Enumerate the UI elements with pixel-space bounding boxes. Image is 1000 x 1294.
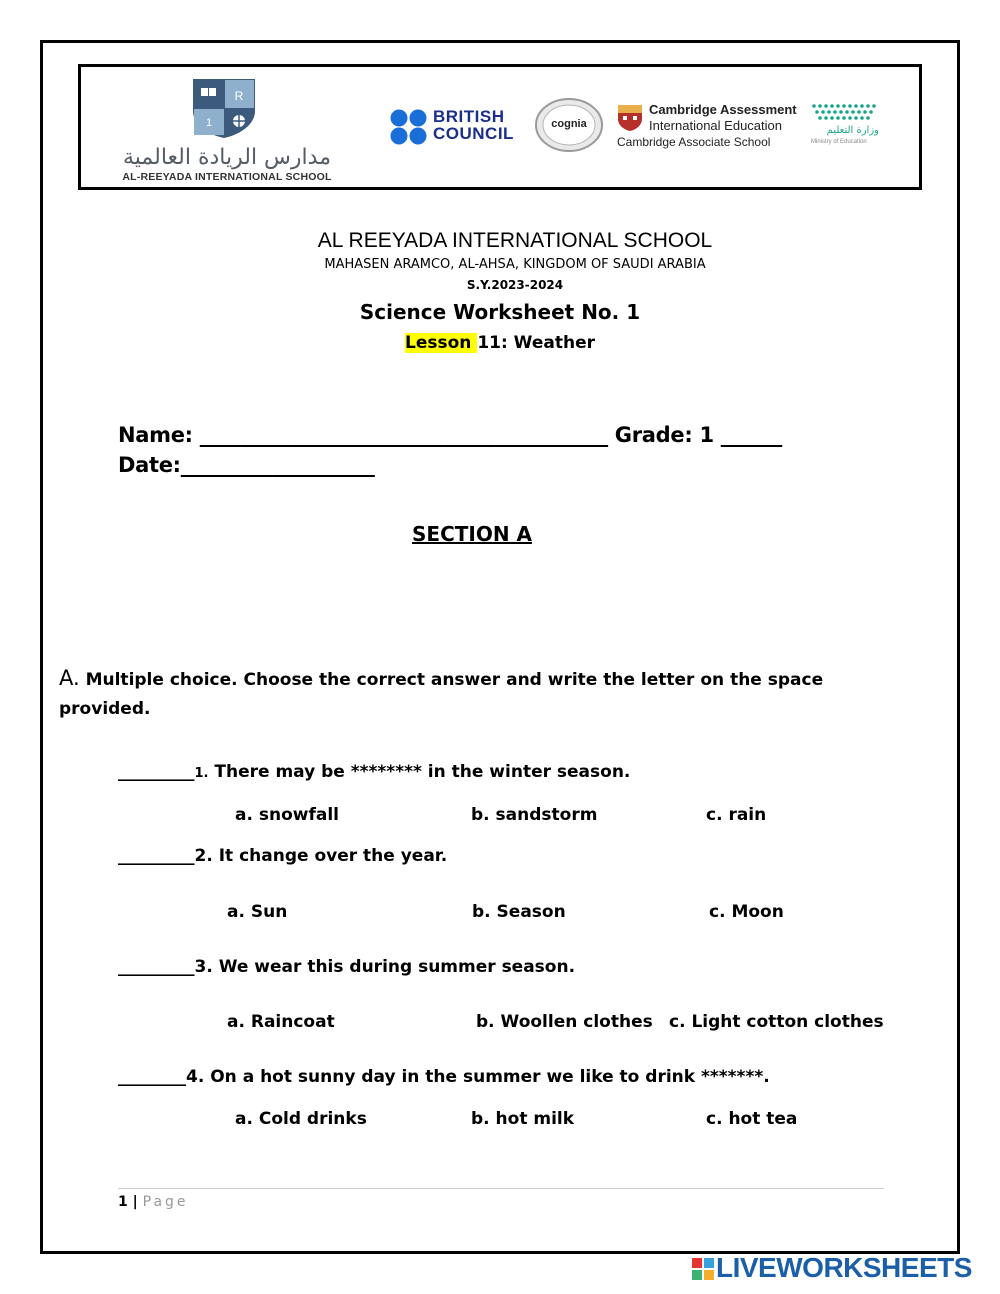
question-text-4: On a hot sunny day in the summer we like to drink *******.	[204, 1067, 770, 1087]
cambridge-logo	[617, 101, 817, 151]
option-3c: c. Light cotton clothes	[669, 1012, 884, 1032]
page-number: 1	[118, 1194, 128, 1210]
option-1a: a. snowfall	[235, 805, 339, 825]
cambridge-shield-icon	[617, 104, 643, 132]
name-grade-field[interactable]: Name: ________________________________________ Grade: 1 ______	[118, 423, 782, 447]
page-label: Page	[142, 1194, 189, 1210]
page-footer	[118, 1194, 189, 1210]
british-council-line2: COUNCIL	[433, 124, 514, 143]
cambridge-line1: Cambridge Assessment	[649, 102, 797, 117]
header-logo-banner	[78, 64, 922, 190]
cambridge-line2: International Education	[649, 118, 782, 133]
footer-separator: |	[127, 1194, 143, 1210]
question-2	[118, 846, 447, 866]
date-field[interactable]: Date:___________________	[118, 453, 375, 477]
option-4c: c. hot tea	[706, 1109, 798, 1129]
question-number-4: 4.	[186, 1067, 205, 1087]
cognia-text: cognia	[551, 118, 587, 130]
british-council-text	[433, 108, 514, 142]
cambridge-line3: Cambridge Associate School	[617, 135, 771, 149]
question-text-1: There may be ******** in the winter season.	[208, 762, 631, 782]
instructions	[59, 664, 879, 724]
school-logo	[93, 73, 353, 181]
school-address: MAHASEN ARAMCO, AL-AHSA, KINGDOM OF SAUDI ARABIA	[324, 257, 706, 272]
section-title: SECTION A	[412, 522, 533, 546]
shield-letter: R	[234, 89, 244, 103]
british-council-line1: BRITISH	[433, 107, 505, 126]
british-council-dots-icon	[389, 109, 429, 145]
liveworksheets-text: LIVEWORKSHEETS	[716, 1252, 972, 1283]
question-number-2: 2.	[194, 846, 213, 866]
option-2b: b. Season	[472, 902, 566, 922]
school-title: AL REEYADA INTERNATIONAL SCHOOL	[317, 229, 713, 252]
school-year: S.Y.2023-2024	[466, 278, 564, 292]
question-3	[118, 957, 575, 977]
answer-blank-3[interactable]: _________	[118, 957, 195, 977]
moe-english-name: Ministry of Education	[811, 139, 867, 145]
instruction-letter: A.	[59, 666, 80, 690]
ministry-of-education-logo	[809, 101, 889, 151]
option-3a: a. Raincoat	[227, 1012, 335, 1032]
question-text-2: It change over the year.	[212, 846, 448, 866]
answer-blank-1[interactable]: _________	[118, 762, 195, 782]
school-name-english: AL-REEYADA INTERNATIONAL SCHOOL	[122, 171, 332, 183]
question-4	[118, 1067, 770, 1087]
question-1	[118, 762, 630, 782]
school-shield-icon	[191, 77, 257, 139]
liveworksheets-logo-icon	[692, 1258, 714, 1280]
lesson-word-highlight: Lesson	[405, 333, 478, 353]
answer-blank-4[interactable]: ________	[118, 1067, 186, 1087]
option-4b: b. hot milk	[471, 1109, 575, 1129]
moe-arabic-name: وزارة التعليم	[826, 125, 879, 136]
option-4a: a. Cold drinks	[235, 1109, 367, 1129]
lesson-title	[0, 333, 1000, 353]
worksheet-title: Science Worksheet No. 1	[359, 300, 641, 324]
option-3b: b. Woollen clothes	[476, 1012, 653, 1032]
question-number-3: 3.	[194, 957, 213, 977]
shield-number: 1	[205, 117, 213, 129]
option-1b: b. sandstorm	[471, 805, 598, 825]
option-1c: c. rain	[706, 805, 767, 825]
cognia-logo	[534, 97, 604, 153]
option-2a: a. Sun	[227, 902, 288, 922]
question-text-3: We wear this during summer season.	[212, 957, 576, 977]
british-council-logo	[389, 107, 529, 147]
answer-blank-2[interactable]: _________	[118, 846, 195, 866]
option-2c: c. Moon	[709, 902, 784, 922]
lesson-topic: 11: Weather	[477, 333, 595, 353]
moe-dots-icon	[809, 101, 879, 123]
question-number-1: 1.	[194, 766, 209, 781]
school-name-arabic: مدارس الريادة العالمية	[122, 145, 331, 170]
liveworksheets-watermark[interactable]	[692, 1252, 992, 1285]
footer-divider	[118, 1188, 884, 1189]
instruction-text: Multiple choice. Choose the correct answer and write the letter on the space provided.	[59, 670, 824, 719]
